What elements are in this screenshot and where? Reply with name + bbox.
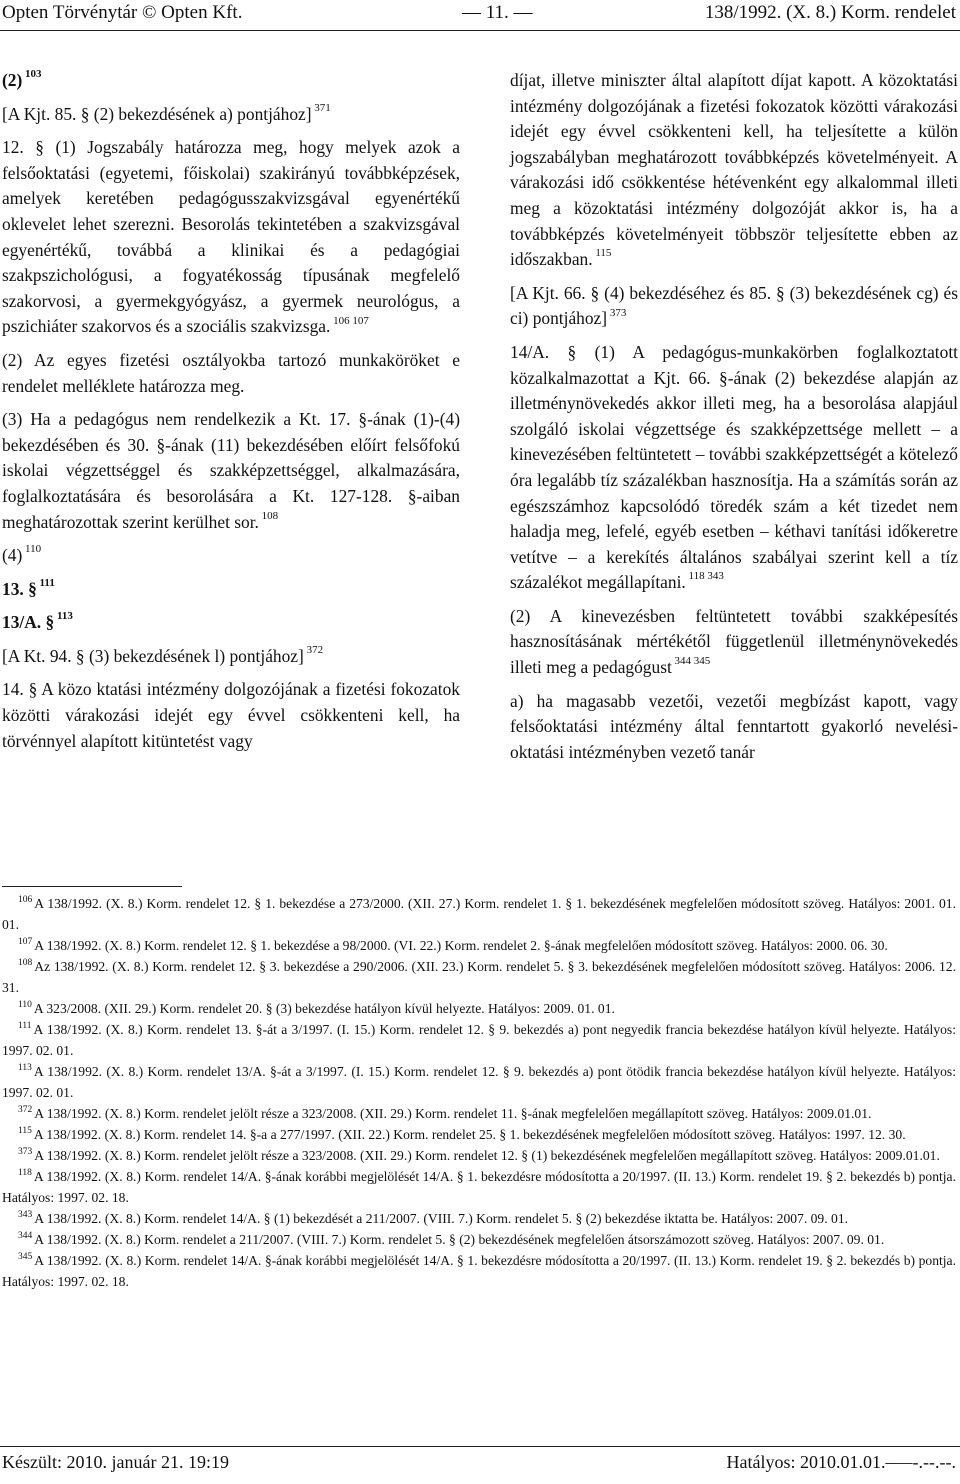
footer-rule xyxy=(0,1446,960,1447)
footnote-373 xyxy=(2,1145,956,1166)
footnote-number: 345 xyxy=(18,1252,33,1263)
paragraph-text: 14. § A közo ktatási intézmény dolgozójának a fizetési fokozatok közötti várakozási idejét egy évvel csökkenteni kell, ha törvénnyel alapított kitüntetést vagy xyxy=(2,679,460,751)
paragraph-l4 xyxy=(2,348,460,399)
footnote-372 xyxy=(2,1103,956,1124)
footnote-text: A 138/1992. (X. 8.) Korm. rendelet 14/A. § (1) bekezdését a 211/2007. (VIII. 7.) Korm. rendelet 5. § (2) bekezdése iktatta be. Hatályos: 2007. 09. 01. xyxy=(34,1211,849,1226)
footnote-number: 108 xyxy=(18,958,33,969)
paragraph-text: (2) Az egyes fizetési osztályokba tartozó munkaköröket e rendelet melléklete határozza meg. xyxy=(2,349,460,396)
footnote-text: A 138/1992. (X. 8.) Korm. rendelet a 211/2007. (VIII. 7.) Korm. rendelet 5. § (2) bekezdésének megfelelően átsorszámozott szöveg. Hatályos: 2007. 09. 01. xyxy=(34,1232,885,1247)
paragraph-l2 xyxy=(2,102,460,128)
paragraph-text: (2) xyxy=(2,70,23,90)
footnote-separator xyxy=(2,886,182,887)
footnote-text: A 138/1992. (X. 8.) Korm. rendelet 13/A. §-át a 3/1997. (I. 15.) Korm. rendelet 12. § 9. bekezdés a) pont ötödik francia bekezdése hatályon kívül helyezte. Hatályos: 1997. 02. 01. xyxy=(2,1064,956,1100)
footnote-107 xyxy=(2,935,956,956)
left-text-column xyxy=(2,68,460,762)
footnote-344 xyxy=(2,1229,956,1250)
footnote-reference[interactable]: 111 xyxy=(36,576,55,589)
paragraph-text: 13. § xyxy=(2,578,37,599)
paragraph-r3 xyxy=(510,340,958,596)
paragraph-r5 xyxy=(510,689,958,766)
footnote-text: A 138/1992. (X. 8.) Korm. rendelet 12. § 1. bekezdése a 273/2000. (XII. 27.) Korm. rendelet 1. § 1. bekezdésének megfelelően módosított szöveg. Hatályos: 2001. 01. 01. xyxy=(2,896,956,932)
footnote-text: A 138/1992. (X. 8.) Korm. rendelet jelölt része a 323/2008. (XII. 29.) Korm. rendelet 11. §-ának megfelelően megállapított szöveg. Hatályos: 2009.01.01. xyxy=(34,1106,872,1121)
paragraph-text: [A Kjt. 66. § (4) bekezdéséhez és 85. § (3) bekezdésének cg) és ci) pontjához] xyxy=(510,282,958,329)
paragraph-l7 xyxy=(2,577,460,603)
paragraph-l1 xyxy=(2,68,460,94)
footnote-text: A 138/1992. (X. 8.) Korm. rendelet 14. §-a a 277/1997. (XII. 22.) Korm. rendelet 25. § 1. bekezdésének megfelelően módosított szöveg. Hatályos: 1997. 12. 30. xyxy=(33,1127,906,1142)
header-document-title: 138/1992. (X. 8.) Korm. rendelet xyxy=(704,2,956,23)
paragraph-l3 xyxy=(2,135,460,340)
page-header xyxy=(0,0,960,28)
paragraph-text: [A Kt. 94. § (3) bekezdésének l) pontjához] xyxy=(2,645,304,666)
footnote-text: A 323/2008. (XII. 29.) Korm. rendelet 20. § (3) bekezdése hatályon kívül helyezte. Hatályos: 2009. 01. 01. xyxy=(33,1001,615,1016)
footnote-106 xyxy=(2,893,956,935)
paragraph-text: 14/A. § (1) A pedagógus-munkakörben foglalkoztatott közalkalmazottat a Kjt. 66. §-ának (2) bekezdése alapján az illetménynövekedés akkor illeti meg, ha a besorolása alapjául szolgáló iskolai végzettsége és szakképzettsége mellett – a kinevezésében feltüntetett – további szakképzettségét a kötelező óra legalább tíz százalékban hasznosítja. Ha a számítás során az egészszámhoz kapcsolódó töredék szám a két tizedet nem haladja meg, lefelé, egyéb esetben – kéthavi tanítási időkeretre vetítve – a kerekítés általános szabályai szerint kell a tíz százalékot megállapítani. xyxy=(510,341,958,593)
header-rule xyxy=(0,30,960,31)
paragraph-text: [A Kjt. 85. § (2) bekezdésének a) pontjához] xyxy=(2,103,312,124)
paragraph-l6 xyxy=(2,543,460,569)
paragraph-r4 xyxy=(510,604,958,681)
footnote-reference[interactable]: 113 xyxy=(54,610,73,623)
paragraph-text: (2) A kinevezésben feltüntetett további szakképesítés hasznosításának mértékétől függetlenül illetménynövekedés illeti meg a pedagógust xyxy=(510,605,958,678)
paragraph-r1 xyxy=(510,68,958,273)
footnote-115 xyxy=(2,1124,956,1145)
footnote-number: 111 xyxy=(18,1021,32,1032)
footnote-number: 113 xyxy=(18,1063,32,1074)
paragraph-r2 xyxy=(510,281,958,332)
footnote-reference[interactable]: 371 xyxy=(311,101,331,114)
footnote-text: A 138/1992. (X. 8.) Korm. rendelet 14/A. §-ának korábbi megjelölését 14/A. § 1. bekezdésre módosította a 20/1997. (II. 13.) Korm. rendelet 19. § 2. bekezdés b) pontja. Hatályos: 1997. 02. 18. xyxy=(2,1169,956,1205)
paragraph-text: (4) xyxy=(2,545,23,566)
footnote-number: 106 xyxy=(18,895,33,906)
paragraph-text: (3) Ha a pedagógus nem rendelkezik a Kt. 17. §-ának (1)-(4) bekezdésében és 30. §-ának (11) bekezdésében előírt felsőfokú iskolai végzettséggel és szakképzettséggel, alkalmazására, foglalkoztatására és besorolására a Kt. 127-128. §-aiban meghatározottak szerint kerülhet sor. xyxy=(2,409,460,532)
footnote-reference[interactable]: 108 xyxy=(258,509,279,522)
footnotes xyxy=(2,893,956,1292)
footnote-reference[interactable]: 344 345 xyxy=(671,655,711,668)
footer-created: Készült: 2010. január 21. 19:19 xyxy=(2,1452,229,1472)
paragraph-text: a) ha magasabb vezetői, vezetői megbízást kapott, vagy felsőoktatási intézmény által fenntartott gyakorló nevelési-oktatási intézményben vezető tanár xyxy=(510,690,958,762)
footnote-reference[interactable]: 118 343 xyxy=(685,570,724,583)
paragraph-l5 xyxy=(2,407,460,535)
footnote-number: 118 xyxy=(18,1168,32,1179)
paragraph-l9 xyxy=(2,644,460,670)
footer-effective: Hatályos: 2010.01.01.–—-.--.--. xyxy=(726,1452,956,1472)
footnote-108 xyxy=(2,956,956,998)
footnote-number: 343 xyxy=(18,1210,33,1221)
footnote-number: 373 xyxy=(18,1147,33,1158)
header-page-number: — 11. — xyxy=(462,2,533,23)
footnote-text: A 138/1992. (X. 8.) Korm. rendelet 14/A. §-ának korábbi megjelölését 14/A. § 1. bekezdésre módosította a 20/1997. (II. 13.) Korm. rendelet 19. § 2. bekezdés b) pontja. Hatályos: 1997. 02. 18. xyxy=(2,1253,956,1289)
footnote-text: A 138/1992. (X. 8.) Korm. rendelet jelölt része a 323/2008. (XII. 29.) Korm. rendelet 12. § (1) bekezdésének megfelelően megállapított szöveg. Hatályos: 2009.01.01. xyxy=(34,1148,940,1163)
footnote-number: 110 xyxy=(18,1000,32,1011)
footnote-343 xyxy=(2,1208,956,1229)
footnote-number: 107 xyxy=(18,937,33,948)
header-source: Opten Törvénytár © Opten Kft. xyxy=(2,2,243,23)
footnote-reference[interactable]: 115 xyxy=(592,247,612,260)
paragraph-text: 13/A. § xyxy=(2,612,55,633)
footnote-reference[interactable]: 373 xyxy=(607,306,627,319)
footnote-reference[interactable]: 110 xyxy=(22,543,42,556)
paragraph-text: 12. § (1) Jogszabály határozza meg, hogy melyek azok a felsőoktatási (egyetemi, főiskolai) szakirányú továbbképzések, amelyek keretében pedagógusszakvizsgával egyenértékű oklevelet lehet szerezni. Besorolás tekintetében a szakvizsgával egyenértékű, továbbá a klinikai és a pedagógiai szakpszichológusi, a fogyatékosság típusának megfelelő szakorvosi, a gyermekgyógyász, a gyermek neurológus, a pszichiáter szakorvos és a szociális szakvizsga. xyxy=(2,137,460,337)
footnote-118 xyxy=(2,1166,956,1208)
footnote-reference[interactable]: 372 xyxy=(303,644,324,657)
footnote-number: 344 xyxy=(18,1231,33,1242)
footnote-110 xyxy=(2,998,956,1019)
footnote-reference[interactable]: 103 xyxy=(22,68,42,81)
paragraph-l8 xyxy=(2,610,460,636)
footnote-text: A 138/1992. (X. 8.) Korm. rendelet 12. § 1. bekezdése a 98/2000. (VI. 22.) Korm. rendelet 2. §-ának megfelelően módosított szöveg. Hatályos: 2000. 06. 30. xyxy=(34,938,888,953)
right-text-column xyxy=(510,68,958,773)
paragraph-text: díjat, illetve miniszter által alapított díjat kapott. A közoktatási intézmény dolgozójának a fizetési fokozatok közötti várakozási idejét egy évvel csökkenteni kell, ha teljesítette a külön jogszabályban meghatározott továbbképzés követelményeit. A várakozási idő csökkentése hétévenként egy alkalommal illeti meg a közoktatási intézmény dolgozóját akkor is, ha a továbbképzés követelményeit többször teljesítette ebben az időszakban. xyxy=(510,70,958,270)
footnote-number: 115 xyxy=(18,1126,32,1137)
footnote-reference[interactable]: 106 107 xyxy=(330,314,369,327)
footnote-113 xyxy=(2,1061,956,1103)
footnote-text: A 138/1992. (X. 8.) Korm. rendelet 13. §-át a 3/1997. (I. 15.) Korm. rendelet 12. § 9. bekezdés a) pont negyedik francia bekezdése hatályon kívül helyezte. Hatályos: 1997. 02. 01. xyxy=(2,1022,956,1058)
footnote-text: Az 138/1992. (X. 8.) Korm. rendelet 12. § 3. bekezdése a 290/2006. (XII. 23.) Korm. rendelet 5. § 3. bekezdésének megfelelően módosított szöveg. Hatályos: 2006. 12. 31. xyxy=(2,959,956,995)
paragraph-l10 xyxy=(2,677,460,754)
footnote-number: 372 xyxy=(18,1105,33,1116)
footnote-345 xyxy=(2,1250,956,1292)
footnote-111 xyxy=(2,1019,956,1061)
